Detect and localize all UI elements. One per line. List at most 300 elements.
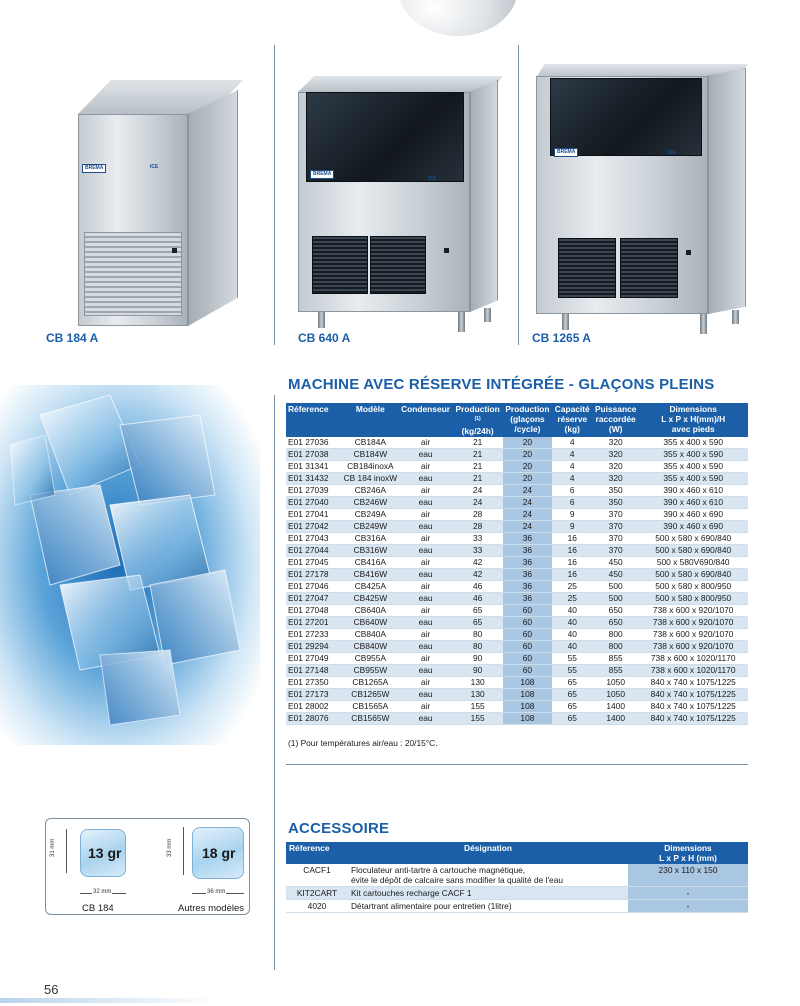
cell-capacity: 65 xyxy=(552,676,593,688)
table-row xyxy=(286,864,748,887)
cell-power: 855 xyxy=(593,652,638,664)
cell-condenser: eau xyxy=(399,496,452,508)
page-number: 56 xyxy=(44,982,59,997)
table-row xyxy=(286,700,748,712)
cell-production: 42 xyxy=(452,556,503,568)
cell-reference: E01 27041 xyxy=(286,508,342,520)
cell-production-cubes: 108 xyxy=(503,700,551,712)
cell-condenser: eau xyxy=(399,472,452,484)
cell-production: 21 xyxy=(452,460,503,472)
cell-power: 1050 xyxy=(593,676,638,688)
col-header-condenser xyxy=(399,403,452,437)
cell-condenser: eau xyxy=(399,640,452,652)
table-row xyxy=(286,676,748,688)
cell-production-cubes: 20 xyxy=(503,460,551,472)
decorative-arc xyxy=(398,0,518,36)
cell-power: 320 xyxy=(593,437,638,449)
table-row xyxy=(286,568,748,580)
cell-condenser: eau xyxy=(399,544,452,556)
cell-production-cubes: 60 xyxy=(503,628,551,640)
header-label: avec pieds xyxy=(671,424,715,434)
product-caption: CB 1265 A xyxy=(532,331,591,345)
cell-dimensions: 390 x 460 x 690 xyxy=(638,520,748,532)
col-header-reference xyxy=(286,842,348,864)
cube-height: 31 mm xyxy=(50,838,56,857)
cell-production: 21 xyxy=(452,472,503,484)
cell-power: 350 xyxy=(593,484,638,496)
cell-capacity: 40 xyxy=(552,640,593,652)
cell-capacity: 25 xyxy=(552,580,593,592)
cell-production-cubes: 60 xyxy=(503,616,551,628)
designation-line: Détartrant alimentaire pour entretien (1litre) xyxy=(351,901,512,911)
cell-power: 800 xyxy=(593,628,638,640)
product-image-cb640a xyxy=(298,76,503,334)
cell-capacity: 40 xyxy=(552,604,593,616)
cell-dimensions: 500 x 580 x 800/950 xyxy=(638,580,748,592)
designation-line: évite le dépôt de calcaire sans modifier la qualité de l'eau xyxy=(351,875,564,885)
cell-production: 155 xyxy=(452,712,503,724)
table-row xyxy=(286,556,748,568)
cell-capacity: 9 xyxy=(552,508,593,520)
cell-production-cubes: 60 xyxy=(503,640,551,652)
cell-model: CB640W xyxy=(342,616,400,628)
cell-model: CB840W xyxy=(342,640,400,652)
table-header-row xyxy=(286,842,748,864)
cell-condenser: air xyxy=(399,628,452,640)
cell-production-cubes: 36 xyxy=(503,556,551,568)
cell-capacity: 65 xyxy=(552,688,593,700)
header-label: Puissance xyxy=(594,404,637,414)
cell-condenser: air xyxy=(399,652,452,664)
cell-dimensions: 840 x 740 x 1075/1225 xyxy=(638,688,748,700)
cell-power: 800 xyxy=(593,640,638,652)
cell-dimensions: 500 x 580 x 690/840 xyxy=(638,544,748,556)
cell-production: 90 xyxy=(452,652,503,664)
cell-production: 24 xyxy=(452,484,503,496)
cell-capacity: 6 xyxy=(552,496,593,508)
col-header-model xyxy=(342,403,400,437)
cell-production: 130 xyxy=(452,688,503,700)
cell-power: 450 xyxy=(593,568,638,580)
cell-production-cubes: 20 xyxy=(503,448,551,460)
col-header-reference xyxy=(286,403,342,437)
cell-production: 65 xyxy=(452,616,503,628)
cell-model: CB425W xyxy=(342,592,400,604)
cell-production: 46 xyxy=(452,592,503,604)
ice-logo: ICE xyxy=(428,176,437,182)
cell-reference: E01 31341 xyxy=(286,460,342,472)
table-row xyxy=(286,712,748,724)
cell-power: 320 xyxy=(593,472,638,484)
cell-capacity: 16 xyxy=(552,556,593,568)
cell-capacity: 9 xyxy=(552,520,593,532)
cube-weight: 13 gr xyxy=(88,845,122,861)
cube-weight: 18 gr xyxy=(202,845,236,861)
cell-production-cubes: 36 xyxy=(503,532,551,544)
cell-production-cubes: 108 xyxy=(503,688,551,700)
cell-production-cubes: 24 xyxy=(503,508,551,520)
cell-production-cubes: 36 xyxy=(503,580,551,592)
cell-reference: E01 27148 xyxy=(286,664,342,676)
cell-condenser: air xyxy=(399,437,452,449)
cell-model: CB249W xyxy=(342,520,400,532)
divider xyxy=(274,395,275,970)
cell-capacity: 55 xyxy=(552,652,593,664)
cell-power: 500 xyxy=(593,592,638,604)
col-header-designation xyxy=(348,842,628,864)
cell-reference: E01 27350 xyxy=(286,676,342,688)
cell-reference: E01 28002 xyxy=(286,700,342,712)
product-image-cb184a xyxy=(70,80,250,330)
cell-condenser: air xyxy=(399,580,452,592)
cube-width: 32 mm xyxy=(93,889,112,895)
cell-capacity: 25 xyxy=(552,592,593,604)
cell-condenser: eau xyxy=(399,592,452,604)
page-footer-bar xyxy=(0,998,220,1003)
product-image-cb1265a xyxy=(536,64,750,336)
table-row xyxy=(286,460,748,472)
cell-power: 1050 xyxy=(593,688,638,700)
cell-model: CB425A xyxy=(342,580,400,592)
header-label: Production xyxy=(455,404,500,414)
cell-condenser: air xyxy=(399,604,452,616)
table-row xyxy=(286,508,748,520)
cell-condenser: eau xyxy=(399,520,452,532)
cell-dimensions: 355 x 400 x 590 xyxy=(638,460,748,472)
cell-reference: E01 27047 xyxy=(286,592,342,604)
cell-production-cubes: 36 xyxy=(503,544,551,556)
table-row xyxy=(286,544,748,556)
cell-condenser: eau xyxy=(399,712,452,724)
cube-width: 36 mm xyxy=(207,889,226,895)
cell-model: CB416A xyxy=(342,556,400,568)
section-title: MACHINE AVEC RÉSERVE INTÉGRÉE - GLAÇONS PLEINS xyxy=(288,376,715,393)
cell-capacity: 4 xyxy=(552,472,593,484)
header-label: (kg/24h) xyxy=(461,425,494,436)
cell-dimensions: - xyxy=(628,900,748,913)
cell-production: 28 xyxy=(452,508,503,520)
ice-cubes-image xyxy=(0,385,260,745)
product-caption: CB 184 A xyxy=(46,331,99,345)
cell-power: 350 xyxy=(593,496,638,508)
col-header-dimensions xyxy=(628,842,748,864)
table-row xyxy=(286,652,748,664)
cell-dimensions: 840 x 740 x 1075/1225 xyxy=(638,676,748,688)
table-row xyxy=(286,484,748,496)
col-header-production xyxy=(452,403,503,437)
cell-power: 1400 xyxy=(593,700,638,712)
cell-production-cubes: 60 xyxy=(503,604,551,616)
cell-power: 1400 xyxy=(593,712,638,724)
cell-power: 650 xyxy=(593,616,638,628)
cell-designation xyxy=(348,900,628,913)
col-header-dimensions xyxy=(638,403,748,437)
cell-model: CB316W xyxy=(342,544,400,556)
section-title: ACCESSOIRE xyxy=(288,820,390,837)
cell-capacity: 4 xyxy=(552,448,593,460)
cell-model: CB246W xyxy=(342,496,400,508)
cell-model: CB249A xyxy=(342,508,400,520)
cell-production: 155 xyxy=(452,700,503,712)
cell-model: CB316A xyxy=(342,532,400,544)
cell-dimensions: 738 x 600 x 1020/1170 xyxy=(638,652,748,664)
table-row xyxy=(286,628,748,640)
header-label: Réference xyxy=(289,843,330,853)
table-row xyxy=(286,887,748,900)
ice-logo: ICE xyxy=(150,164,159,170)
cell-dimensions: 738 x 600 x 920/1070 xyxy=(638,616,748,628)
cell-dimensions: 390 x 460 x 610 xyxy=(638,496,748,508)
cube-caption: CB 184 xyxy=(82,903,114,914)
cell-reference: E01 27038 xyxy=(286,448,342,460)
header-label: L x P x H (mm) xyxy=(659,853,717,863)
cell-production-cubes: 36 xyxy=(503,592,551,604)
cell-condenser: eau xyxy=(399,568,452,580)
cell-production-cubes: 108 xyxy=(503,712,551,724)
cell-dimensions: 355 x 400 x 590 xyxy=(638,437,748,449)
cell-production-cubes: 20 xyxy=(503,472,551,484)
cell-model: CB246A xyxy=(342,484,400,496)
col-header-power xyxy=(593,403,638,437)
table-row xyxy=(286,437,748,449)
cell-power: 370 xyxy=(593,508,638,520)
cell-condenser: air xyxy=(399,508,452,520)
cell-dimensions: 738 x 600 x 920/1070 xyxy=(638,628,748,640)
cell-power: 500 xyxy=(593,580,638,592)
table-row xyxy=(286,532,748,544)
table-row xyxy=(286,688,748,700)
cell-production: 80 xyxy=(452,640,503,652)
cell-dimensions: 738 x 600 x 920/1070 xyxy=(638,604,748,616)
cell-capacity: 6 xyxy=(552,484,593,496)
cell-reference: E01 27043 xyxy=(286,532,342,544)
cell-reference: E01 27048 xyxy=(286,604,342,616)
table-row xyxy=(286,592,748,604)
cell-production: 42 xyxy=(452,568,503,580)
cell-reference: E01 27040 xyxy=(286,496,342,508)
brand-badge: BREMA xyxy=(82,164,106,173)
cell-reference: E01 27042 xyxy=(286,520,342,532)
cell-capacity: 55 xyxy=(552,664,593,676)
table-row xyxy=(286,616,748,628)
table-row xyxy=(286,496,748,508)
ice-cube-size-diagram xyxy=(45,818,250,915)
cell-condenser: air xyxy=(399,556,452,568)
table-row xyxy=(286,580,748,592)
cell-production-cubes: 108 xyxy=(503,676,551,688)
cell-production: 21 xyxy=(452,448,503,460)
products-table xyxy=(286,403,748,725)
cell-designation xyxy=(348,864,628,887)
designation-line: Floculateur anti-tartre à cartouche magnétique, xyxy=(351,865,526,875)
table-row xyxy=(286,900,748,913)
cell-reference: CACF1 xyxy=(286,864,348,887)
cell-reference: E01 27049 xyxy=(286,652,342,664)
cell-dimensions: 738 x 600 x 1020/1170 xyxy=(638,664,748,676)
product-caption: CB 640 A xyxy=(298,331,351,345)
cell-production: 24 xyxy=(452,496,503,508)
cell-model: CB955A xyxy=(342,652,400,664)
cell-reference: E01 27044 xyxy=(286,544,342,556)
cell-reference: E01 27173 xyxy=(286,688,342,700)
cell-dimensions: 355 x 400 x 590 xyxy=(638,472,748,484)
designation-line: Kit cartouches recharge CACF 1 xyxy=(351,888,472,898)
cell-power: 450 xyxy=(593,556,638,568)
cell-reference: E01 27233 xyxy=(286,628,342,640)
header-label: Désignation xyxy=(464,843,512,853)
ice-logo: ICE xyxy=(668,150,677,156)
header-label: Capacité xyxy=(554,404,590,414)
header-label: (W) xyxy=(608,424,623,434)
divider xyxy=(274,45,275,345)
header-label: (glaçons xyxy=(510,414,545,424)
cube-height: 33 mm xyxy=(167,838,173,857)
table-footnote: (1) Pour températures air/eau : 20/15°C. xyxy=(288,738,438,748)
cell-model: CB955W xyxy=(342,664,400,676)
cell-condenser: eau xyxy=(399,688,452,700)
col-header-capacity xyxy=(552,403,593,437)
cell-capacity: 65 xyxy=(552,712,593,724)
header-label: L x P x H(mm)/H xyxy=(661,414,726,424)
cell-production: 46 xyxy=(452,580,503,592)
cell-reference: 4020 xyxy=(286,900,348,913)
cell-power: 855 xyxy=(593,664,638,676)
cell-production-cubes: 36 xyxy=(503,568,551,580)
cell-model: CB1265A xyxy=(342,676,400,688)
header-label: Réference xyxy=(288,404,329,414)
table-row xyxy=(286,664,748,676)
cell-power: 320 xyxy=(593,448,638,460)
header-label: réserve xyxy=(557,414,588,424)
cell-production-cubes: 60 xyxy=(503,664,551,676)
cell-condenser: air xyxy=(399,484,452,496)
cell-reference: E01 27039 xyxy=(286,484,342,496)
cell-production-cubes: 60 xyxy=(503,652,551,664)
cell-power: 370 xyxy=(593,544,638,556)
col-header-production-cubes xyxy=(503,403,551,437)
cell-model: CB416W xyxy=(342,568,400,580)
cell-model: CB184inoxA xyxy=(342,460,400,472)
cell-capacity: 16 xyxy=(552,568,593,580)
cell-dimensions: 738 x 600 x 920/1070 xyxy=(638,640,748,652)
cell-production: 80 xyxy=(452,628,503,640)
cell-dimensions: 840 x 740 x 1075/1225 xyxy=(638,712,748,724)
footnote-marker: (1) xyxy=(474,416,481,422)
cell-reference: E01 31432 xyxy=(286,472,342,484)
header-label: Dimensions xyxy=(664,843,712,853)
cell-model: CB184A xyxy=(342,437,400,449)
cell-reference: KIT2CART xyxy=(286,887,348,900)
cell-production: 33 xyxy=(452,532,503,544)
cell-capacity: 4 xyxy=(552,460,593,472)
cell-condenser: air xyxy=(399,460,452,472)
cell-reference: E01 27045 xyxy=(286,556,342,568)
header-label: raccordée xyxy=(595,414,636,424)
cell-capacity: 16 xyxy=(552,544,593,556)
cell-production-cubes: 24 xyxy=(503,484,551,496)
table-row xyxy=(286,604,748,616)
cell-production: 90 xyxy=(452,664,503,676)
cell-designation xyxy=(348,887,628,900)
cell-condenser: eau xyxy=(399,448,452,460)
brand-badge: BREMA xyxy=(310,170,334,179)
cell-production: 130 xyxy=(452,676,503,688)
table-header-row xyxy=(286,403,748,437)
cell-reference: E01 27046 xyxy=(286,580,342,592)
cell-dimensions: 355 x 400 x 590 xyxy=(638,448,748,460)
cell-production-cubes: 24 xyxy=(503,496,551,508)
cube-caption: Autres modèles xyxy=(178,903,245,914)
cell-dimensions: 500 x 580 x 690/840 xyxy=(638,532,748,544)
cell-model: CB184W xyxy=(342,448,400,460)
cell-dimensions: 230 x 110 x 150 xyxy=(628,864,748,887)
cell-reference: E01 27036 xyxy=(286,437,342,449)
table-row xyxy=(286,640,748,652)
cell-condenser: air xyxy=(399,700,452,712)
cell-power: 320 xyxy=(593,460,638,472)
cell-production: 65 xyxy=(452,604,503,616)
cell-dimensions: 500 x 580 x 800/950 xyxy=(638,592,748,604)
cell-production: 21 xyxy=(452,437,503,449)
cell-model: CB1565W xyxy=(342,712,400,724)
cell-reference: E01 27178 xyxy=(286,568,342,580)
cell-capacity: 65 xyxy=(552,700,593,712)
header-label: Production xyxy=(505,404,550,414)
cell-dimensions: - xyxy=(628,887,748,900)
header-label: Condenseur xyxy=(401,404,450,414)
cell-power: 370 xyxy=(593,532,638,544)
cell-production-cubes: 20 xyxy=(503,437,551,449)
cell-capacity: 40 xyxy=(552,628,593,640)
accessory-table xyxy=(286,842,748,913)
header-label: /cycle) xyxy=(514,424,541,434)
table-row xyxy=(286,448,748,460)
cell-production: 28 xyxy=(452,520,503,532)
cell-condenser: air xyxy=(399,676,452,688)
cell-dimensions: 390 x 460 x 610 xyxy=(638,484,748,496)
cell-dimensions: 390 x 460 x 690 xyxy=(638,508,748,520)
cell-dimensions: 840 x 740 x 1075/1225 xyxy=(638,700,748,712)
cell-capacity: 40 xyxy=(552,616,593,628)
cell-model: CB 184 inoxW xyxy=(343,472,398,483)
table-row xyxy=(286,472,748,484)
cell-capacity: 4 xyxy=(552,437,593,449)
cell-model: CB840A xyxy=(342,628,400,640)
table-row xyxy=(286,520,748,532)
divider xyxy=(518,45,519,345)
cell-production: 33 xyxy=(452,544,503,556)
cell-power: 650 xyxy=(593,604,638,616)
cell-dimensions: 500 x 580 x 690/840 xyxy=(638,568,748,580)
cell-condenser: eau xyxy=(399,616,452,628)
header-label: Modèle xyxy=(355,404,385,414)
divider xyxy=(286,764,748,765)
brand-badge: BREMA xyxy=(554,148,578,157)
header-label: Dimensions xyxy=(669,404,717,414)
cell-model: CB640A xyxy=(342,604,400,616)
header-label: (kg) xyxy=(564,424,580,434)
cell-condenser: air xyxy=(399,532,452,544)
cell-condenser: eau xyxy=(399,664,452,676)
cell-reference: E01 28076 xyxy=(286,712,342,724)
cell-reference: E01 27201 xyxy=(286,616,342,628)
cell-dimensions: 500 x 580V690/840 xyxy=(638,556,748,568)
cell-reference: E01 29294 xyxy=(286,640,342,652)
cell-model: CB1265W xyxy=(342,688,400,700)
cell-capacity: 16 xyxy=(552,532,593,544)
cell-power: 370 xyxy=(593,520,638,532)
cell-production-cubes: 24 xyxy=(503,520,551,532)
